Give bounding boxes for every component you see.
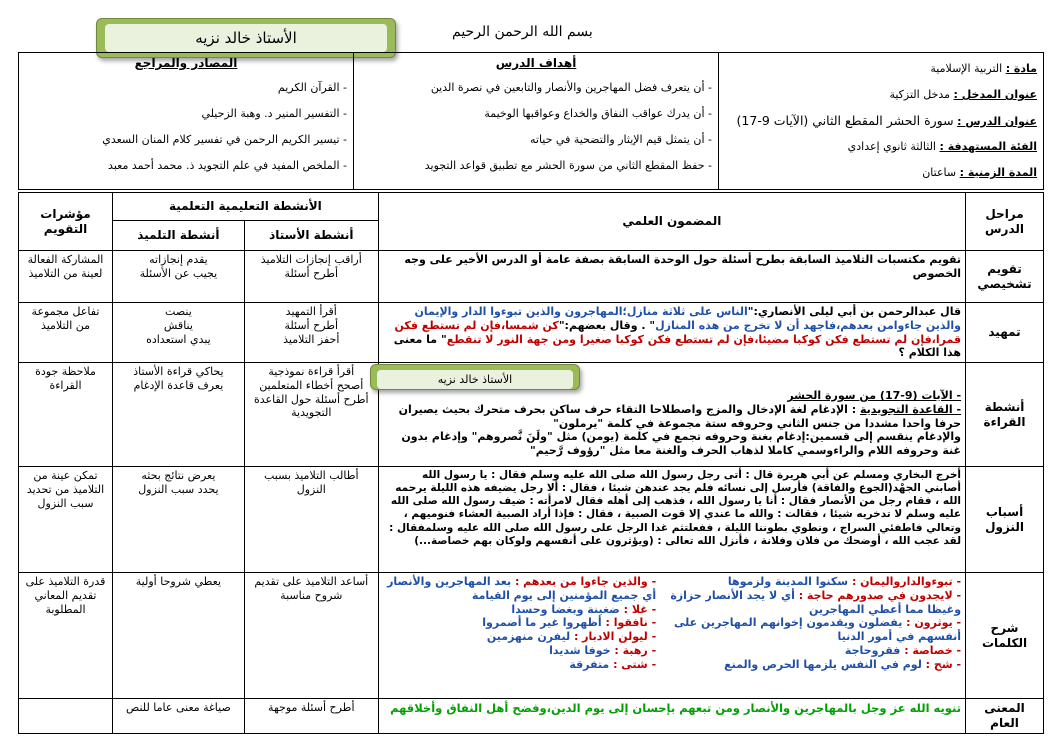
source-item: - تيسير الكريم الرحمن في تفسير كلام المنان السعدي [102,133,347,146]
objective-item: - أن يدرك عواقب النفاق والخداع وعواقبها الوخيمة [484,107,712,120]
stage-general: المعنى العام [966,699,1044,734]
sources-cell [19,53,354,190]
unit-value: مدخل التزكية [889,88,950,101]
diagnostic-indicator: المشاركة الفعالة لعينة من التلاميذ [19,251,113,303]
header-student-activities: أنشطة التلميذ [112,221,244,251]
lesson-details-cell: مادة : التربية الإسلامية عنوان المدخل : مدخل التزكية عنوان الدرس : سورة الحشر المقطع الثاني (الآيات 9-17) الفئة المستهدفة : الثالثة ثانوي إعدادي المدة الزمنية : ساعتان [719,53,1044,190]
class-value: الثالثة ثانوي إعدادي [847,140,936,153]
stage-occasion: أسباب النزول [966,467,1044,573]
source-item: - القرآن الكريم [277,81,347,94]
lesson-value: سورة الحشر المقطع الثاني (الآيات 9-17) [736,113,954,128]
reading-student: يحاكي قراءة الأستاذ يعرف قاعدة الإدغام [112,363,244,467]
occasion-student: يعرض نتائج بحثه يحدد سبب النزول [112,467,244,573]
teacher-name-badge-secondary [370,364,580,390]
objectives-title: أهداف الدرس [495,56,577,70]
general-indicator [19,699,113,734]
reading-indicator: ملاحظة جودة القراءة [19,363,113,467]
reading-content: - الآيات (9-17) من سورة الحشر - القاعدة التجويدية : الإدغام لغة الإدخال والمزج واصطلاحا التقاء حرف ساكن بحرف متحرك بحيث يصيران حرفا واحدا مشددا من جنس الثاني وحروفه ستة مجموعة في كلمة "يرملون" والإدغام ينقسم إلى قسمين:إدغام بغنة وحروفه تجمع في كلمة (يومن) مثل "ولَنَ نَّصروهم" وإدغام بدون غنة وحروفه اللام والراءوسمي كاملا لذهاب الحرف والغنة معا مثل "رؤوف رَّحيم" [378,363,965,467]
subject-value: التربية الإسلامية [930,62,1003,75]
lesson-info-table [18,52,1044,190]
header-activities: الأنشطة التعليمية التعلمية [112,193,378,221]
general-student: صياغة معنى عاما للنص [112,699,244,734]
diagnostic-content: تقويم مكتسبات التلاميذ السابقة بطرح أسئلة حول الوحدة السابقة بصفة عامة أو الدرس الأخير على وجه الخصوص [378,251,965,303]
header-content: المضمون العلمي [378,193,965,251]
occasion-indicator: تمكن عينة من التلاميذ من تحديد سبب النزول [19,467,113,573]
table-row [19,251,1044,303]
stage-vocab: شرح الكلمات [966,573,1044,699]
lesson-plan-table [18,192,1044,734]
general-content: تنويه الله عز وجل بالمهاجرين والأنصار ومن تبعهم بإحسان إلى يوم الدين،وفضح أهل النفاق وأخلاقهم [378,699,965,734]
objective-item: - حفظ المقطع الثاني من سورة الحشر مع تطبيق قواعد التجويد [424,159,712,172]
teacher-name-text: الأستاذ خالد نزيه [105,24,387,52]
objective-item: - أن يتمثل قيم الإيثار والتضحية في حياته [530,133,712,146]
table-row [19,573,1044,699]
intro-student: ينصت يناقش يبدي استعداده [112,303,244,363]
diagnostic-student: يقدم إنجازاته يجيب عن الأسئلة [112,251,244,303]
reading-teacher: أقرأ قراءة نموذجية أصحح أخطاء المتعلمين أطرح أسئلة حول القاعدة التجويدية [244,363,378,467]
header-stages: مراحل الدرس [966,193,1044,251]
sources-title: المصادر والمراجع [134,56,238,70]
vocab-left-column: - والذين جاءوا من بعدهم : بعد المهاجرين والأنصار أي جميع المؤمنين إلى يوم القيامة - غلا : ضغينة وبغضا وحسدا - نافقوا : أظهروا غير ما أضمروا - ليولن الادبار : ليفرن منهزمين - رهبة : خوفا شديدا - شتى : متفرقة [387,575,657,671]
header-indicators: مؤشرات التقويم [19,193,113,251]
general-teacher: أطرح أسئلة موجهة [244,699,378,734]
stage-diagnostic: تقويم تشخيصي [966,251,1044,303]
vocab-content [378,573,965,699]
source-item: - التفسير المنير د. وهبة الزحيلي [201,107,347,120]
stage-reading: أنشطة القراءة [966,363,1044,467]
vocab-teacher: أساعد التلاميذ على تقديم شروح مناسبة [244,573,378,699]
intro-indicator: تفاعل مجموعة من التلاميذ [19,303,113,363]
vocab-student: يعطي شروحا أولية [112,573,244,699]
objective-item: - أن يتعرف فضل المهاجرين والأنصار والتابعين في نصرة الدين [430,81,712,94]
occasion-content: أخرج البخاري ومسلم عن أبي هريرة قال : أتى رجل رسول الله صلى الله عليه وسلم فقال : يا رسول الله أصابني الجهْد(الجوع والفاقة) فأرسل إلى نسائه فلم يجد عندهن شيئا ، فقال : ألا رجل يضيفه هذه الليلة يرحمه الله ، فقام رجل من الأنصار فقال : أنا يا رسول الله ، فذهب إلى أهله فقال لامرأته : ضيف رسول الله صلى الله عليه وسلم لا تدخريه شيئا ، فقالت : والله ما عندي إلا قوت الصبية ، فقال : فإذا أراد الصبية العشاء فنوميهم ، وتعالي فاطفئي السراج ، ونطوي بطوننا الليلة ، ففعلتثم غدا الرجل على رسول الله صلى الله عليه وسلمفقال : لقد عجب الله ، أوضحك من فلان وفلانة ، فأنزل الله تعالى : (ويؤثرون على أنفسهم ولوكان بهم خصاصة...) [378,467,965,573]
table-row [19,303,1044,363]
intro-teacher: أقرأ التمهيد أطرح أسئلة أحفز التلاميذ [244,303,378,363]
objectives-cell [354,53,719,190]
duration-value: ساعتان [922,166,957,179]
stage-intro: تمهيد [966,303,1044,363]
table-row [19,699,1044,734]
occasion-teacher: أطالب التلاميذ بسبب النزول [244,467,378,573]
header-teacher-activities: أنشطة الأستاذ [244,221,378,251]
vocab-indicator: قدرة التلاميذ على تقديم المعاني المطلوبة [19,573,113,699]
vocab-right-column: - تبوءوالدارواليمان : سكنوا المدينة ولزموها - لايجدون في صدورهم حاجة : أي لا يجد الأنصار حزازة وغيظا مما أعطي المهاجرين - يوثرون : يفضلون ويقدمون إخوانهم المهاجرين على أنفسهم في أمور الدنيا - خصاصة : فقروحاجة - شح : لوم في النفس يلزمها الحرص والمنع [670,575,962,671]
source-item: - الملخص المفيد في علم التجويد ذ. محمد أحمد معبد [108,159,347,172]
diagnostic-teacher: أراقب إنجازات التلاميذ أطرح أسئلة [244,251,378,303]
table-row [19,467,1044,573]
intro-content: قال عبدالرحمن بن أبي ليلى الأنصاري:"الناس على ثلاثة منازل؛المهاجرون والذين تبوءوا الدار والإيمان والذين جاءوامن بعدهم،فاجهد أن لا تخرج من هذه المنازل" . وقال بعضهم:"كن شمسا،فإن لم تستطع فكن قمرا،فإن لم تستطع فكن كوكبا مضيئا،فإن لم تستطع فكن كوكبا صغيرا ومن جهة النور لا تنقطع" ما معنى هذا الكلام ؟ [378,303,965,363]
teacher-name-text-secondary: الأستاذ خالد نزيه [377,370,573,389]
bismillah-heading: بسم الله الرحمن الرحيم [452,24,593,40]
